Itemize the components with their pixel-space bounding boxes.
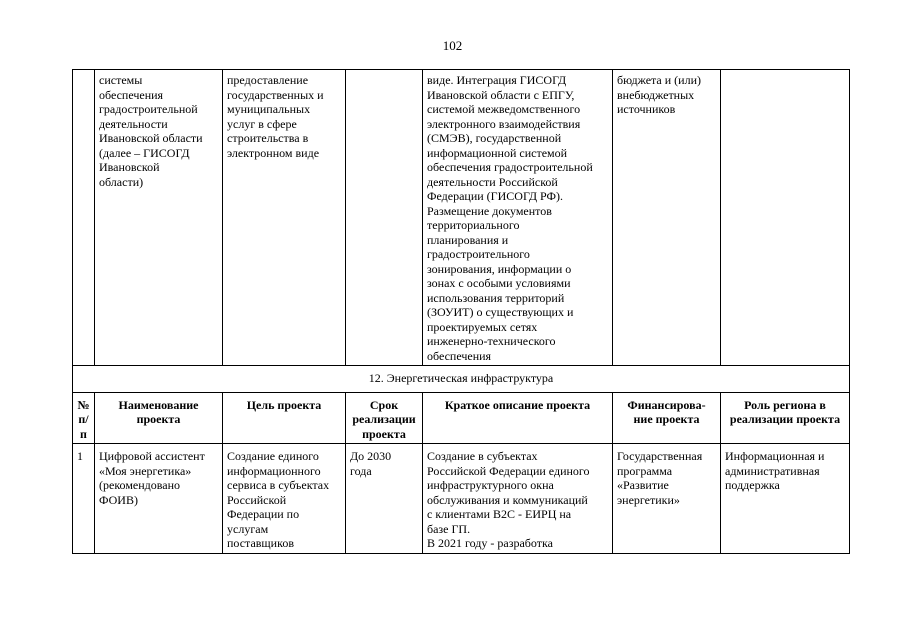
- cont-term-cell: [346, 70, 423, 366]
- cont-num-cell: [73, 70, 95, 366]
- row-num-cell: 1: [73, 444, 95, 554]
- continuation-row: [73, 70, 850, 366]
- row-funding-cell: Государственная программа «Развитие энергетики»: [613, 444, 721, 554]
- header-goal: Цель проекта: [223, 392, 346, 444]
- section-title: 12. Энергетическая инфраструктура: [73, 366, 850, 393]
- header-term: Срок реализации проекта: [346, 392, 423, 444]
- row-goal-cell: Создание единого информационного сервиса в субъектах Российской Федерации по услугам поставщиков: [223, 444, 346, 554]
- header-description: Краткое описание проекта: [423, 392, 613, 444]
- page-number: 102: [442, 38, 463, 53]
- cont-funding-cell: бюджета и (или) внебюджетных источников: [613, 70, 721, 366]
- cont-description-cell: виде. Интеграция ГИСОГД Ивановской области с ЕПГУ, системой межведомственного электронного взаимодействия (СМЭВ), государственной информационной системой обеспечения градостроительной деятельности Российской Федерации (ГИСОГД РФ). Размещение документов территориального планирования и градостроительного зонирования, информации о зонах с особыми условиями использования территорий (ЗОУИТ) о существующих и проектируемых сетях инженерно-технического обеспечения: [423, 70, 613, 366]
- cont-name-cell: системы обеспечения градостроительной деятельности Ивановской области (далее – ГИСОГД Ивановской области): [95, 70, 223, 366]
- table-row: [73, 444, 850, 554]
- header-funding: Финансирова- ние проекта: [613, 392, 721, 444]
- header-row: [73, 392, 850, 444]
- cont-role-cell: [721, 70, 850, 366]
- row-role-cell: Информационная и административная поддержка: [721, 444, 850, 554]
- header-num: № п/ п: [73, 392, 95, 444]
- cont-goal-cell: предоставление государственных и муниципальных услуг в сфере строительства в электронном виде: [223, 70, 346, 366]
- row-name-cell: Цифровой ассистент «Моя энергетика» (рекомендовано ФОИВ): [95, 444, 223, 554]
- row-term-cell: До 2030 года: [346, 444, 423, 554]
- section-row: [73, 366, 850, 393]
- header-role: Роль региона в реализации проекта: [721, 392, 850, 444]
- row-description-cell: Создание в субъектах Российской Федерации единого инфраструктурного окна обслуживания и коммуникаций с клиентами В2С - ЕИРЦ на базе ГП. В 2021 году - разработка: [423, 444, 613, 554]
- header-name: Наименование проекта: [95, 392, 223, 444]
- projects-table: [72, 69, 850, 554]
